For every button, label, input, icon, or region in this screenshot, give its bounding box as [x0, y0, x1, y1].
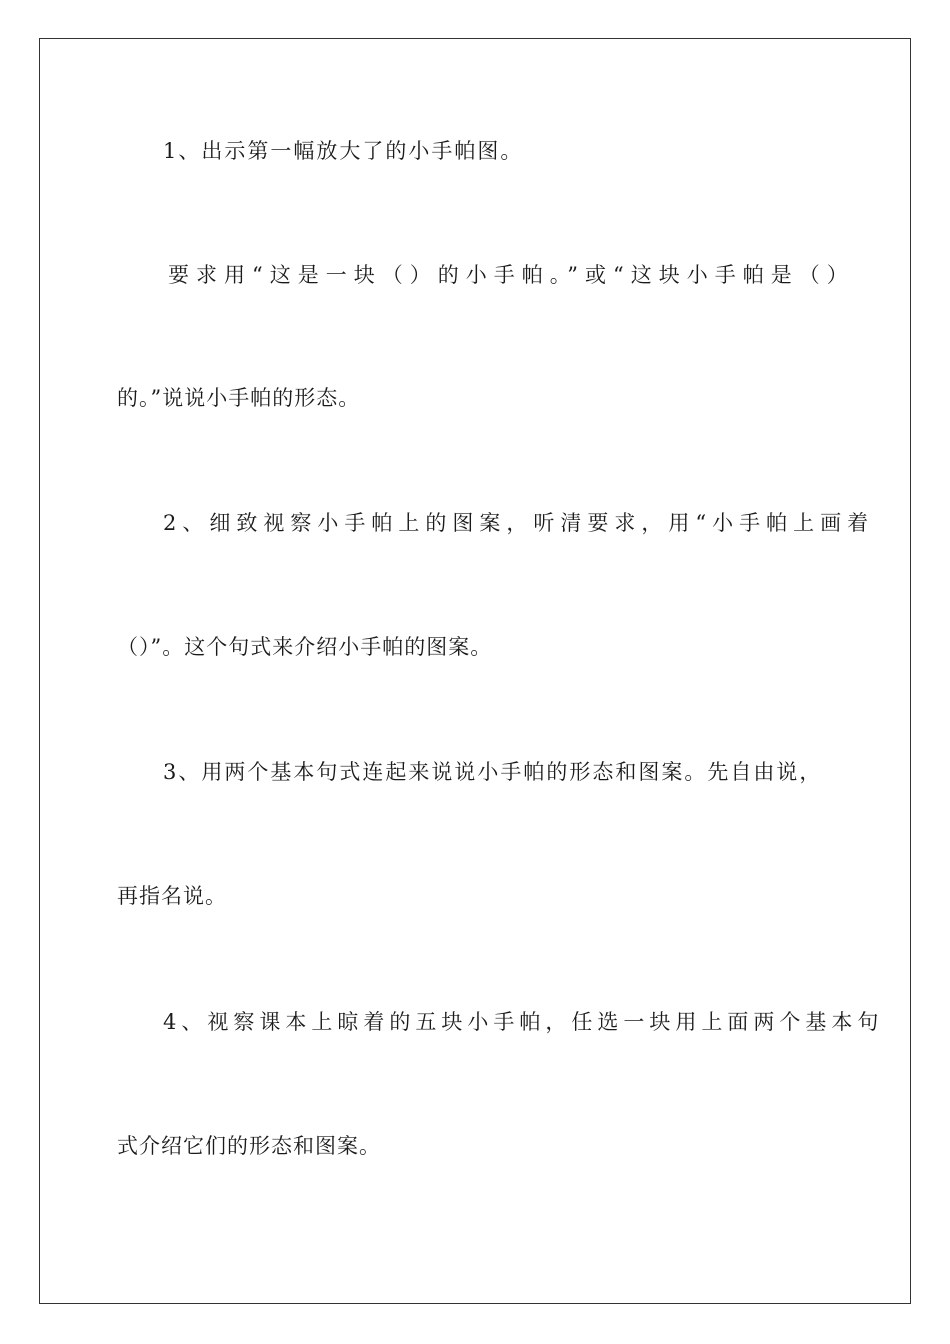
paragraph-3-line-1: 2、细致视察小手帕上的图案，听清要求，用“小手帕上画着	[163, 511, 875, 535]
paragraph-5-line-2: 式介绍它们的形态和图案。	[117, 1134, 381, 1158]
paragraph-3-line-2: （）”。这个句式来介绍小手帕的图案。	[117, 635, 493, 659]
paragraph-2-line-2: 的。”说说小手帕的形态。	[117, 386, 361, 410]
paragraph-2-line-1: 要求用“这是一块（）的小手帕。”或“这块小手帕是（）	[168, 263, 855, 287]
paragraph-4-line-2: 再指名说。	[117, 884, 227, 908]
paragraph-5-line-1: 4、视察课本上晾着的五块小手帕，任选一块用上面两个基本句	[163, 1010, 884, 1034]
page-border	[39, 38, 911, 1304]
paragraph-4-line-1: 3、用两个基本句式连起来说说小手帕的形态和图案。先自由说，	[163, 760, 823, 784]
paragraph-1-line-1: 1、出示第一幅放大了的小手帕图。	[163, 139, 524, 163]
